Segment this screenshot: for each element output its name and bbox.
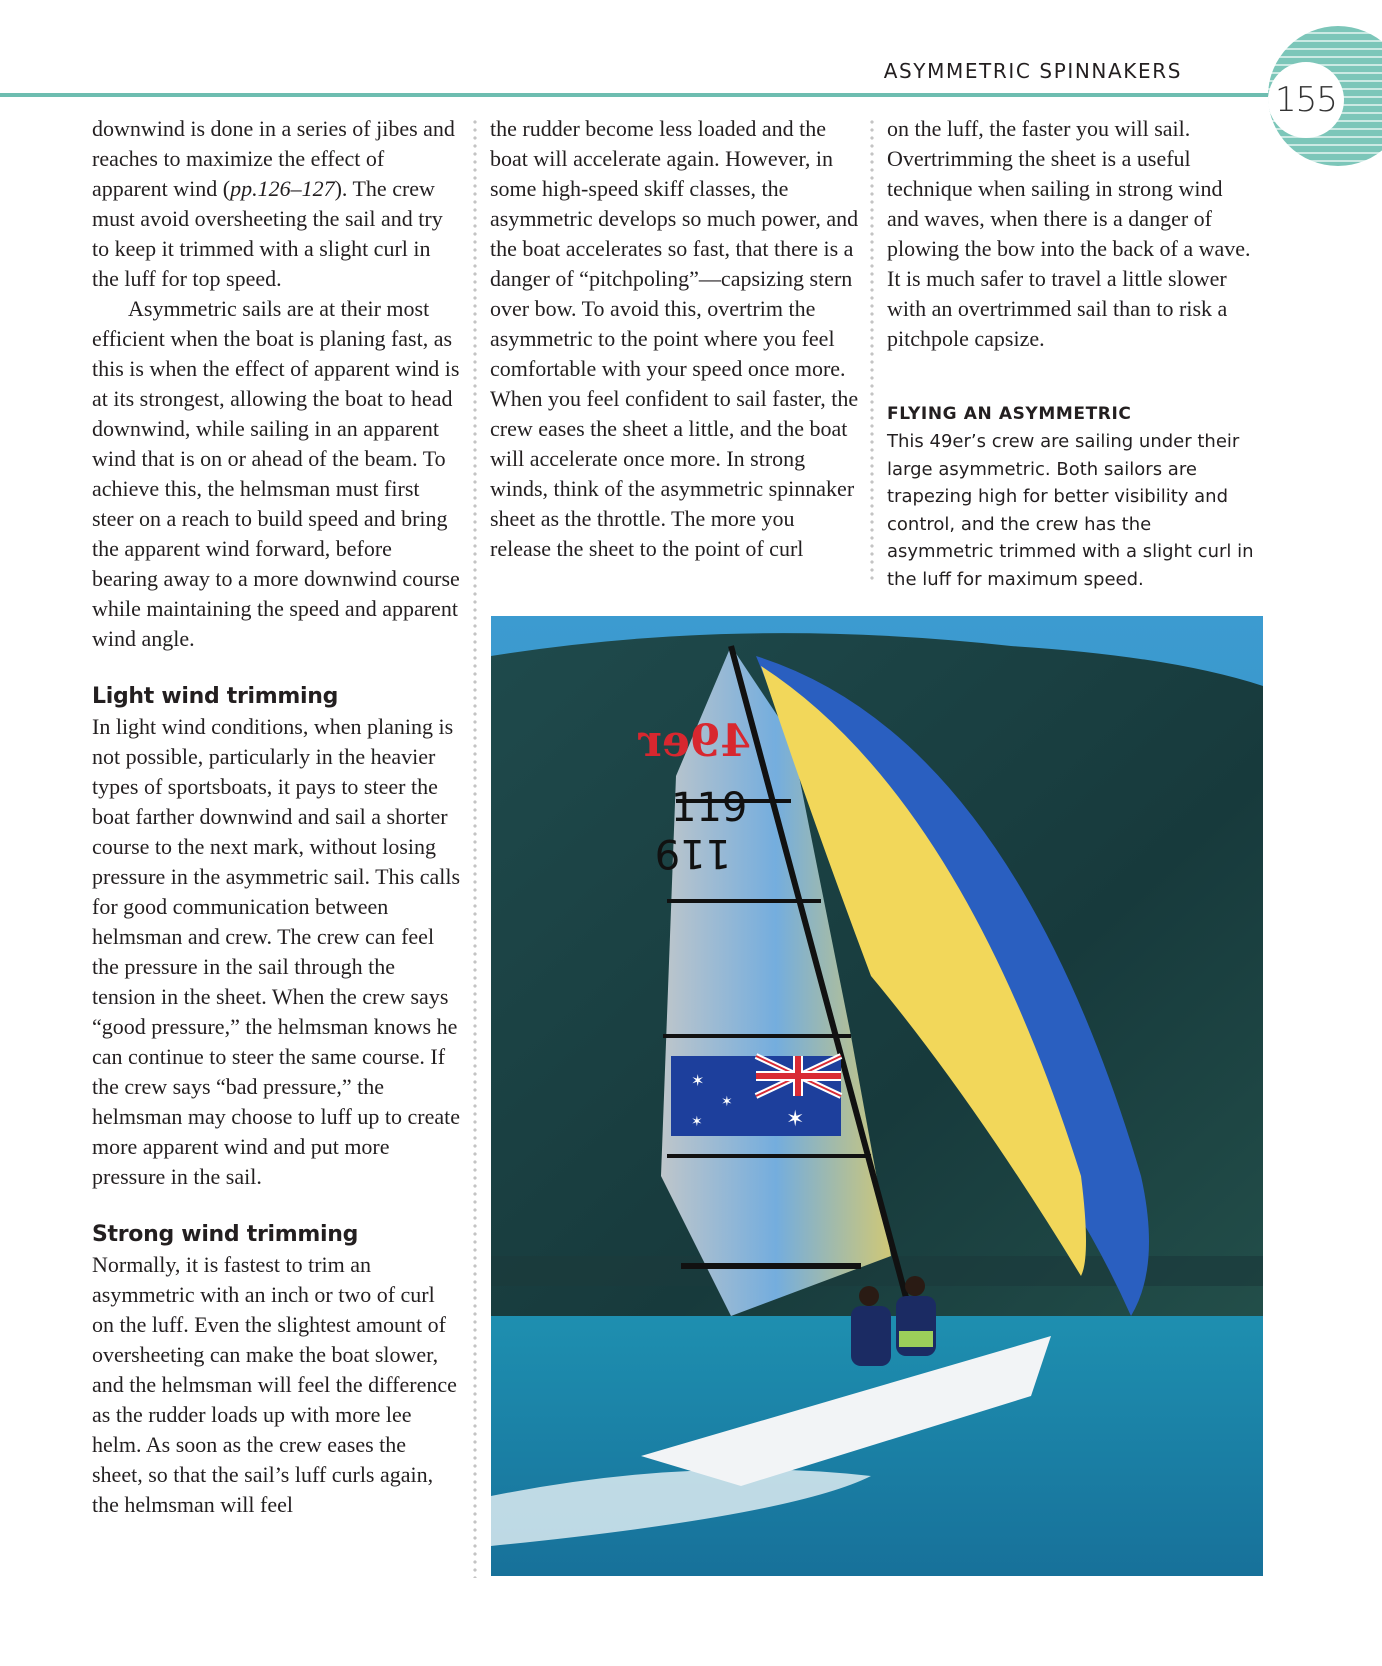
svg-text:✶: ✶: [786, 1106, 805, 1131]
svg-text:✶: ✶: [721, 1095, 733, 1110]
column-2: [490, 114, 860, 564]
heading-strong-wind: Strong wind trimming: [92, 1222, 359, 1247]
australian-flag: [671, 1056, 841, 1136]
svg-text:✶: ✶: [691, 1115, 703, 1130]
sail-number-top: 119: [671, 785, 748, 831]
page-reference: pp.126–127: [230, 176, 335, 201]
column-divider-2: [870, 118, 874, 580]
caption-text: This 49er’s crew are sailing under their large asymmetric. Both sailors are trapezing high for better visibility and control, and the crew has the asymmetric trimmed with a slight curl in the luff for maximum speed.: [887, 431, 1254, 590]
paragraph-intro: [92, 114, 462, 294]
paragraph-intro-text: downwind is done in a series of jibes and reaches to maximize the effect of apparent wind (: [92, 116, 455, 201]
column-3: [887, 114, 1257, 593]
heading-light-wind: Light wind trimming: [92, 684, 339, 709]
photo-49er-sailing: [491, 616, 1263, 1576]
column-1: [92, 114, 462, 1520]
paragraph-pitchpoling: the rudder become less loaded and the boat will accelerate again. However, in some high-speed skiff classes, the asymmetric develops so much power, and the boat accelerates so fast, that there is a danger of “pitchpoling”—capsizing stern over bow. To avoid this, overtrim the asymmetric to the point where you feel comfortable with your speed once more. When you feel confident to sail faster, the crew eases the sheet a little, and the boat will accelerate once more. In strong winds, think of the asymmetric spinnaker sheet as the throttle. The more you release the sheet to the point of curl: [490, 116, 859, 561]
caption-title: FLYING AN ASYMMETRIC: [887, 404, 1132, 424]
paragraph-strong-wind: Normally, it is fastest to trim an asymmetric with an inch or two of curl on the luff. Even the slightest amount of oversheeting can make the boat slower, and the helmsman will feel the difference as the rudder loads up with more lee helm. As soon as the crew eases the sheet, so that the sail’s luff curls again, the helmsman will feel: [92, 1252, 457, 1517]
running-head: ASYMMETRIC SPINNAKERS: [883, 59, 1182, 83]
svg-text:✶: ✶: [691, 1073, 705, 1090]
paragraph-overtrimming: on the luff, the faster you will sail. Overtrimming the sheet is a useful technique when sailing in strong wind and waves, when there is a danger of plowing the bow into the back of a wave. It is much safer to travel a little slower with an overtrimmed sail than to risk a pitchpole capsize.: [887, 116, 1251, 351]
column-divider-1: [473, 118, 477, 1578]
paragraph-light-wind: In light wind conditions, when planing is not possible, particularly in the heavier types of sportsboats, it pays to steer the boat farther downwind and sail a shorter course to the next mark, without losing pressure in the asymmetric sail. This calls for good communication between helmsman and crew. The crew can feel the pressure in the sail through the tension in the sheet. When the crew says “good pressure,” the helmsman knows he can continue to steer the same course. If the crew says “bad pressure,” the helmsman may choose to luff up to create more apparent wind and put more pressure in the sail.: [92, 714, 461, 1189]
sail-logo: 49er: [638, 716, 751, 767]
header-rule: [0, 93, 1290, 97]
paragraph-intro-text-end: ). The crew must avoid oversheeting the sail and try to keep it trimmed with a slight curl in the luff for top speed.: [92, 176, 443, 291]
sail-number-bottom: 119: [654, 830, 731, 876]
paragraph-efficiency: Asymmetric sails are at their most efficient when the boat is planing fast, as this is when the effect of apparent wind is at its strongest, allowing the boat to head downwind, while sailing in an apparent wind that is on or ahead of the beam. To achieve this, the helmsman must first steer on a reach to build speed and bring the apparent wind forward, before bearing away to a more downwind course while maintaining the speed and apparent wind angle.: [92, 296, 460, 651]
page-number: 155: [1268, 62, 1344, 138]
